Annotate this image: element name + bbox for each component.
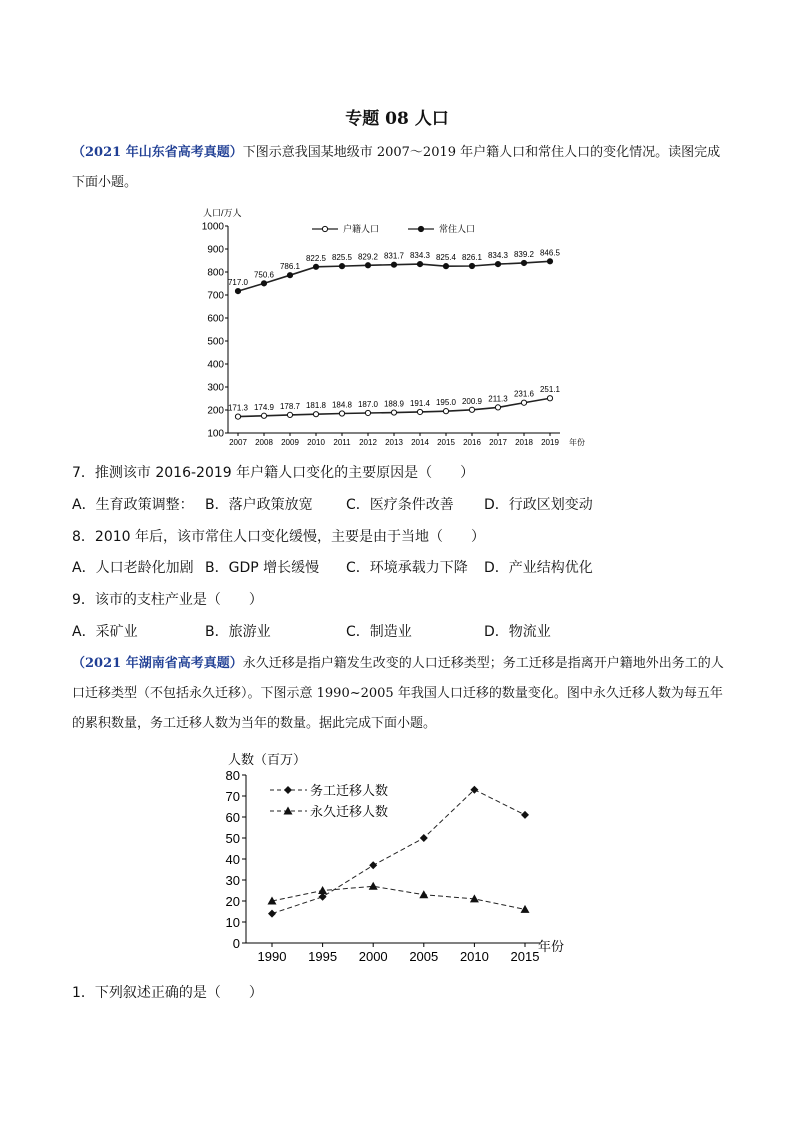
data-label: 826.1 (461, 252, 483, 262)
y-tick-label: 1000 (201, 221, 224, 233)
x-tick-label: 2010 (307, 438, 325, 447)
y-tick-label: 60 (225, 810, 240, 825)
y-tick-label: 200 (207, 405, 224, 417)
data-label: 211.3 (488, 394, 508, 404)
q8-option-d: D．产业结构优化 (484, 560, 593, 576)
x-tick-label: 2013 (385, 438, 403, 447)
y-axis-title: 人数（百万） (228, 752, 307, 767)
x-axis-title: 年份 (569, 438, 585, 447)
data-label: 750.6 (253, 270, 275, 280)
data-label: 834.3 (409, 251, 431, 261)
q7-option-c: C．医疗条件改善 (346, 497, 454, 513)
q8-option-a: A．人口老龄化加剧 (72, 560, 194, 576)
y-tick-label: 0 (232, 936, 240, 951)
x-tick-label: 2019 (541, 438, 559, 447)
page-title: 专题 08 人口 (345, 109, 449, 129)
data-point-triangle (419, 890, 428, 898)
data-label: 181.8 (305, 401, 327, 411)
y-tick-label: 10 (225, 915, 240, 930)
data-point-diamond (521, 811, 529, 819)
y-tick-label: 700 (207, 290, 224, 302)
data-label: 171.3 (227, 403, 249, 413)
data-label: 188.9 (383, 399, 405, 409)
x-tick-label: 2012 (359, 438, 377, 447)
x-tick-label: 2005 (409, 949, 439, 964)
data-label: 231.6 (513, 389, 535, 399)
data-label: 825.4 (435, 253, 457, 263)
x-tick-label: 2015 (510, 949, 540, 964)
data-label: 174.9 (253, 402, 275, 412)
q9-option-c: C．制造业 (346, 624, 412, 640)
data-point-diamond (420, 834, 428, 842)
data-label: 195.0 (435, 398, 457, 408)
question-7: 7．推测该市 2016-2019 年户籍人口变化的主要原因是（ ） (72, 465, 475, 481)
data-label: 829.2 (357, 252, 379, 262)
data-label: 831.7 (383, 251, 405, 261)
y-tick-label: 20 (225, 894, 240, 909)
q9-option-d: D．物流业 (484, 624, 551, 640)
y-axis-title: 人口/万人 (203, 208, 242, 218)
data-label: 834.3 (487, 251, 509, 261)
q8-option-c: C．环境承载力下降 (346, 560, 468, 576)
q7-option-d: D．行政区划变动 (484, 497, 593, 513)
data-point-triangle (369, 882, 378, 890)
x-tick-label: 1995 (308, 949, 338, 964)
x-tick-label: 2011 (333, 438, 351, 447)
x-tick-label: 2017 (489, 438, 507, 447)
y-tick-label: 50 (225, 831, 240, 846)
x-tick-label: 2008 (255, 438, 273, 447)
x-tick-label: 2009 (281, 438, 299, 447)
data-point-diamond (268, 910, 276, 918)
data-point-triangle (318, 886, 327, 894)
data-label: 846.5 (539, 248, 561, 258)
data-point-diamond (284, 786, 292, 794)
x-tick-label: 2010 (459, 949, 489, 964)
x-tick-label: 2018 (515, 438, 533, 447)
q9-option-a: A．采矿业 (72, 624, 138, 640)
y-tick-label: 600 (207, 313, 224, 325)
data-label: 251.1 (539, 385, 561, 395)
q7-option-a: A．生育政策调整： (72, 497, 194, 513)
y-tick-label: 900 (207, 244, 224, 256)
legend-label: 永久迁移人数 (310, 804, 389, 819)
x-tick-label: 2016 (463, 438, 481, 447)
y-tick-label: 70 (225, 789, 240, 804)
data-label: 191.4 (409, 398, 431, 408)
question-1: 1．下列叙述正确的是（ ） (72, 985, 263, 1001)
legend-label: 常住人口 (439, 224, 476, 234)
x-tick-label: 1990 (257, 949, 287, 964)
section1-source: （2021 年山东省高考真题） (72, 145, 243, 160)
y-tick-label: 100 (207, 428, 224, 440)
section1-intro-text: 下图示意我国某地级市 2007～2019 年户籍人口和常住人口的变化情况。读图完成下面小题。 (72, 145, 721, 190)
y-tick-label: 80 (225, 768, 240, 783)
data-label: 786.1 (279, 262, 301, 272)
x-tick-label: 2014 (411, 438, 429, 447)
q7-option-b: B．落户政策放宽 (205, 497, 313, 513)
data-label: 178.7 (279, 401, 301, 411)
y-tick-label: 30 (225, 873, 240, 888)
legend-label: 务工迁移人数 (310, 783, 389, 798)
y-tick-label: 40 (225, 852, 240, 867)
legend-label: 户籍人口 (343, 224, 380, 234)
question-8: 8．2010 年后，该市常住人口变化缓慢，主要是由于当地（ ） (72, 529, 485, 545)
y-tick-label: 400 (207, 359, 224, 371)
data-point-diamond (369, 861, 377, 869)
data-point-triangle (521, 905, 530, 913)
x-tick-label: 2007 (229, 438, 247, 447)
data-label: 825.5 (331, 253, 353, 263)
y-tick-label: 500 (207, 336, 224, 348)
data-label: 187.0 (357, 399, 379, 409)
data-label: 184.8 (331, 400, 353, 410)
data-label: 200.9 (461, 396, 483, 406)
x-tick-label: 2000 (358, 949, 388, 964)
x-axis-title: 年份 (537, 939, 565, 954)
q9-option-b: B．旅游业 (205, 624, 271, 640)
question-9: 9．该市的支柱产业是（ ） (72, 592, 263, 608)
data-label: 717.0 (227, 278, 249, 288)
series-line-1 (272, 886, 525, 909)
y-tick-label: 800 (207, 267, 224, 279)
section2-intro-text: 永久迁移是指户籍发生改变的人口迁移类型；务工迁移是指离开户籍地外出务工的人口迁移类型（不包括永久迁移）。下图示意 1990~2005 年我国人口迁移的数量变化。图中永久迁移人数为每五年的累积数量，务工迁移人数为当年的数量。据此完成下面小题。 (72, 656, 724, 731)
data-label: 839.2 (513, 249, 535, 259)
q8-option-b: B．GDP 增长缓慢 (205, 560, 320, 576)
y-tick-label: 300 (207, 382, 224, 394)
data-label: 822.5 (305, 253, 327, 263)
x-tick-label: 2015 (437, 438, 455, 447)
section2-source: （2021 年湖南省高考真题） (72, 656, 243, 671)
